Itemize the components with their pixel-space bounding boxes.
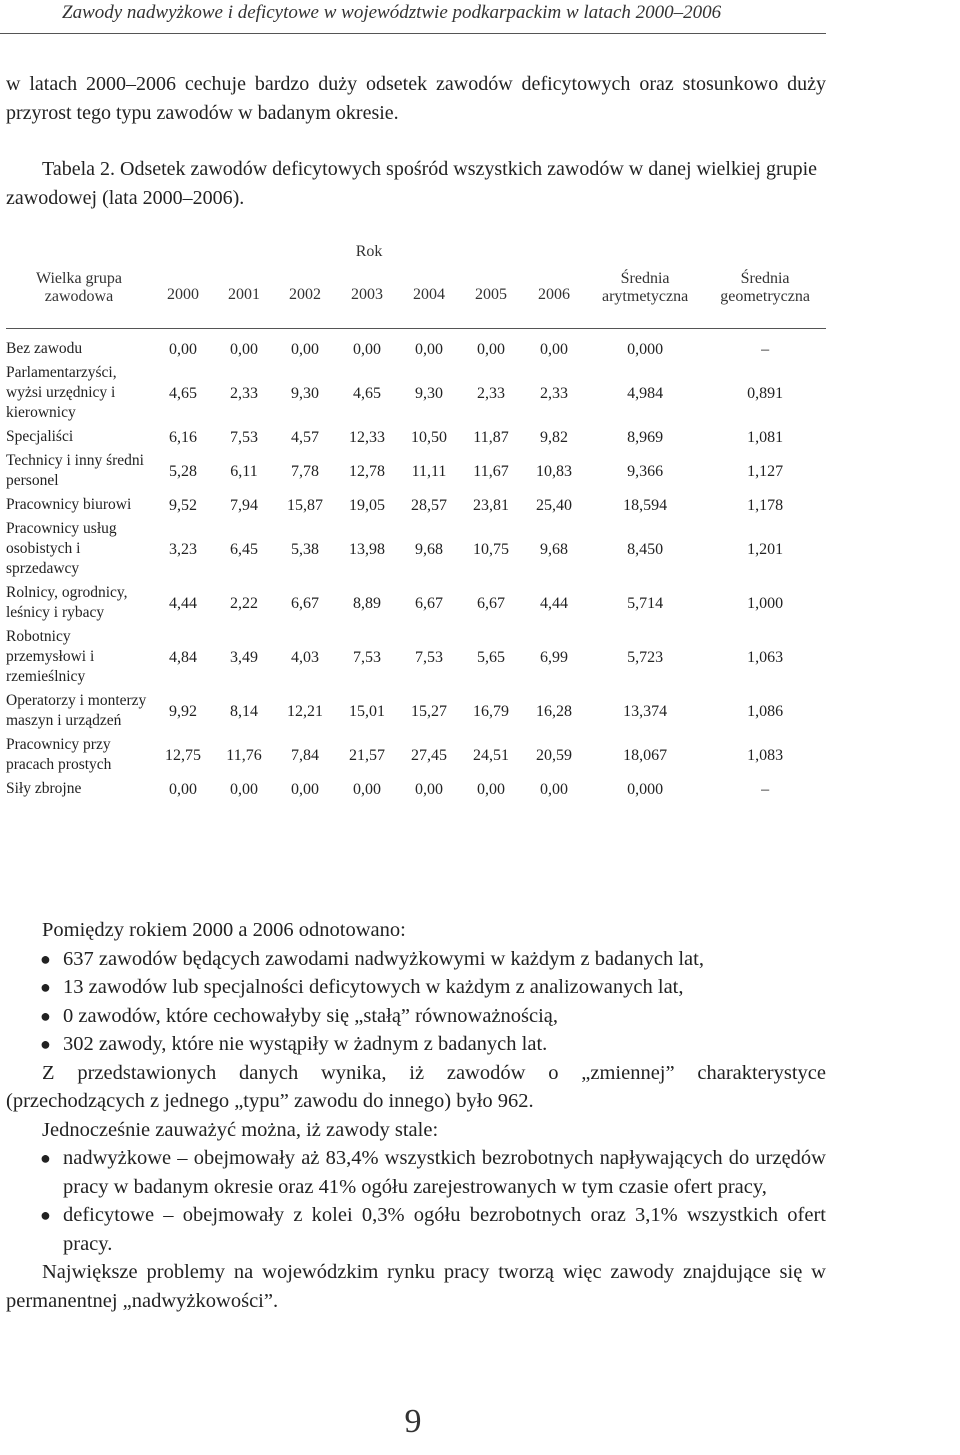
- geom-mean-cell: 1,178: [747, 496, 784, 514]
- year-value-cell: 15,87: [287, 496, 323, 514]
- table-row: [6, 689, 826, 733]
- list-item: ● nadwyżkowe – obejmowały aż 83,4% wszystkich bezrobotnych napływających do urzędów pracy w badanym okresie oraz 41% ogółu zarejestrowanych w tym czasie ofert pracy,: [6, 1144, 826, 1201]
- year-value-cell: 9,82: [540, 428, 569, 446]
- year-value-cell: 7,53: [230, 428, 258, 446]
- table-row: [6, 517, 826, 581]
- arith-mean-cell: 0,000: [627, 340, 664, 358]
- year-value-cell: 15,27: [411, 702, 447, 720]
- year-value-cell: 0,00: [477, 340, 505, 358]
- year-value-cell: 2,33: [230, 384, 258, 402]
- year-value-cell: 6,67: [291, 594, 319, 612]
- year-value-cell: 0,00: [291, 340, 319, 358]
- year-value-cell: 7,53: [353, 648, 381, 666]
- year-value-cell: 12,21: [287, 702, 323, 720]
- intro-paragraph: w latach 2000–2006 cechuje bardzo duży odsetek zawodów deficytowych oraz stosunkowo duży przyrost tego typu zawodów w badanym okresie.: [6, 73, 826, 124]
- paragraph: Z przedstawionych danych wynika, iż zawodów o „zmiennej” charakterystyce (przechodzących z jednego „typu” zawodu do innego) było 962.: [6, 1061, 826, 1112]
- year-value-cell: 28,57: [411, 496, 447, 514]
- arith-mean-cell: 5,714: [627, 594, 664, 612]
- year-value-cell: 4,57: [291, 428, 319, 446]
- bullet-icon: ●: [40, 1148, 51, 1168]
- group-column-header: Wielka grupa zawodowa: [6, 270, 152, 329]
- table-row: [6, 329, 826, 362]
- year-value-cell: 5,65: [477, 648, 505, 666]
- geom-mean-header: Średnia geometryczna: [704, 270, 826, 329]
- year-header: 2002: [274, 270, 336, 329]
- arith-mean-cell: 18,067: [623, 746, 668, 764]
- year-value-cell: 0,00: [353, 340, 381, 358]
- year-header: 2000: [152, 270, 214, 329]
- group-name-cell: Rolnicy, ogrodnicy, leśnicy i rybacy: [6, 584, 128, 621]
- year-value-cell: 6,67: [415, 594, 443, 612]
- geom-mean-cell: 1,000: [747, 594, 784, 612]
- year-value-cell: 3,23: [169, 540, 197, 558]
- year-header: 2006: [522, 270, 586, 329]
- year-header: 2004: [398, 270, 460, 329]
- year-value-cell: 25,40: [536, 496, 573, 514]
- group-name-cell: Bez zawodu: [6, 340, 83, 357]
- year-value-cell: 12,75: [165, 746, 201, 764]
- group-name-cell: Pracownicy biurowi: [6, 496, 132, 513]
- year-value-cell: 4,44: [169, 594, 197, 612]
- body-text: [6, 916, 826, 1315]
- year-value-cell: 4,44: [540, 594, 569, 612]
- geom-mean-cell: 1,083: [747, 746, 784, 764]
- group-name-cell: Siły zbrojne: [6, 780, 82, 797]
- group-name-cell: Pracownicy usług osobistych i sprzedawcy: [6, 520, 117, 577]
- table-row: [6, 361, 826, 425]
- geom-mean-cell: –: [761, 780, 770, 798]
- year-value-cell: 2,22: [230, 594, 258, 612]
- group-name-cell: Specjaliści: [6, 428, 74, 445]
- year-value-cell: 23,81: [473, 496, 509, 514]
- year-value-cell: 0,00: [540, 780, 569, 798]
- year-value-cell: 13,98: [349, 540, 385, 558]
- year-value-cell: 6,11: [230, 462, 258, 480]
- table-row: [6, 425, 826, 449]
- year-value-cell: 9,52: [169, 496, 197, 514]
- running-head: Zawody nadwyżkowe i deficytowe w województwie podkarpackim w latach 2000–2006: [62, 2, 722, 23]
- group-name-cell: Robotnicy przemysłowi i rzemieślnicy: [6, 628, 95, 685]
- arith-mean-cell: 18,594: [623, 496, 668, 514]
- year-group-header: Rok: [355, 243, 383, 260]
- year-value-cell: 6,67: [477, 594, 505, 612]
- year-value-cell: 9,30: [415, 384, 443, 402]
- paragraph: Pomiędzy rokiem 2000 a 2006 odnotowano:: [42, 919, 406, 941]
- year-value-cell: 9,68: [540, 540, 569, 558]
- arith-mean-cell: 4,984: [627, 384, 664, 402]
- list-item: ● 0 zawodów, które cechowałyby się „stałą” równoważnością,: [6, 1002, 826, 1031]
- year-value-cell: 2,33: [540, 384, 569, 402]
- list-item: ● deficytowe – obejmowały z kolei 0,3% ogółu bezrobotnych oraz 3,1% wszystkich ofert pracy.: [6, 1201, 826, 1258]
- year-value-cell: 4,65: [169, 384, 197, 402]
- year-value-cell: 2,33: [477, 384, 505, 402]
- year-header: 2001: [214, 270, 274, 329]
- year-value-cell: 0,00: [540, 340, 569, 358]
- year-value-cell: 9,30: [291, 384, 319, 402]
- geom-mean-cell: –: [761, 340, 770, 358]
- year-value-cell: 7,84: [291, 746, 319, 764]
- bullet-list: [6, 1144, 826, 1258]
- header-rule: [0, 33, 826, 34]
- year-header: 2003: [336, 270, 398, 329]
- year-value-cell: 0,00: [415, 340, 443, 358]
- table-row: [6, 449, 826, 493]
- table-row: [6, 625, 826, 689]
- year-value-cell: 19,05: [349, 496, 385, 514]
- arith-mean-cell: 5,723: [627, 648, 664, 666]
- year-value-cell: 16,28: [536, 702, 573, 720]
- year-value-cell: 15,01: [349, 702, 385, 720]
- year-value-cell: 6,45: [230, 540, 258, 558]
- arith-mean-cell: 9,366: [627, 462, 664, 480]
- year-value-cell: 0,00: [477, 780, 505, 798]
- bullet-list: [6, 945, 826, 1059]
- year-value-cell: 16,79: [473, 702, 509, 720]
- table-row: [6, 493, 826, 517]
- bullet-icon: ●: [40, 977, 51, 997]
- year-value-cell: 6,16: [169, 428, 197, 446]
- bullet-icon: ●: [40, 1034, 51, 1054]
- paragraph: Największe problemy na wojewódzkim rynku pracy tworzą więc zawody znajdujące się w permanentnej „nadwyżkowości”.: [6, 1261, 826, 1312]
- table-container: [6, 234, 826, 801]
- year-value-cell: 0,00: [230, 340, 258, 358]
- year-value-cell: 6,99: [540, 648, 569, 666]
- year-value-cell: 12,78: [349, 462, 385, 480]
- year-value-cell: 4,84: [169, 648, 197, 666]
- geom-mean-cell: 0,891: [747, 384, 784, 402]
- year-value-cell: 8,14: [230, 702, 258, 720]
- year-value-cell: 24,51: [473, 746, 509, 764]
- group-name-cell: Technicy i inny średni personel: [6, 452, 144, 489]
- bullet-icon: ●: [40, 948, 51, 969]
- year-value-cell: 0,00: [353, 780, 381, 798]
- year-value-cell: 11,87: [473, 428, 509, 446]
- year-value-cell: 5,28: [169, 462, 197, 480]
- year-value-cell: 7,94: [230, 496, 258, 514]
- geom-mean-cell: 1,201: [747, 540, 784, 558]
- table-row: [6, 733, 826, 777]
- year-value-cell: 0,00: [169, 340, 197, 358]
- year-value-cell: 11,76: [226, 746, 262, 764]
- bullet-icon: ●: [40, 1005, 51, 1026]
- year-value-cell: 9,68: [415, 540, 443, 558]
- year-value-cell: 8,89: [353, 594, 381, 612]
- year-value-cell: 7,78: [291, 462, 319, 480]
- group-name-cell: Pracownicy przy pracach prostych: [6, 736, 112, 773]
- year-value-cell: 27,45: [411, 746, 447, 764]
- year-value-cell: 20,59: [536, 746, 573, 764]
- geom-mean-cell: 1,127: [747, 462, 784, 480]
- year-value-cell: 3,49: [230, 648, 258, 666]
- year-value-cell: 10,75: [473, 540, 509, 558]
- paragraph: Jednocześnie zauważyć można, iż zawody stale:: [42, 1118, 439, 1141]
- arith-mean-cell: 0,000: [627, 780, 664, 798]
- year-value-cell: 10,50: [411, 428, 447, 446]
- year-value-cell: 11,11: [411, 462, 447, 480]
- page-number: 9: [404, 1403, 422, 1440]
- arith-mean-cell: 8,450: [627, 540, 664, 558]
- geom-mean-cell: 1,081: [747, 428, 784, 446]
- table-row: [6, 777, 826, 801]
- year-value-cell: 0,00: [169, 780, 197, 798]
- arith-mean-cell: 8,969: [627, 428, 664, 446]
- deficit-occupations-table: [6, 234, 826, 801]
- year-value-cell: 4,03: [291, 648, 319, 666]
- group-name-cell: Parlamentarzyści, wyżsi urzędnicy i kierownicy: [6, 364, 117, 421]
- list-item: ● 13 zawodów lub specjalności deficytowych w każdym z analizowanych lat,: [6, 973, 826, 1002]
- year-value-cell: 7,53: [415, 648, 443, 666]
- table-row: [6, 581, 826, 625]
- year-value-cell: 0,00: [230, 780, 258, 798]
- group-name-cell: Operatorzy i monterzy maszyn i urządzeń: [6, 692, 147, 729]
- year-value-cell: 21,57: [349, 746, 385, 764]
- geom-mean-cell: 1,063: [747, 648, 784, 666]
- year-header: 2005: [460, 270, 522, 329]
- geom-mean-cell: 1,086: [747, 702, 784, 720]
- year-value-cell: 4,65: [353, 384, 381, 402]
- year-value-cell: 11,67: [473, 462, 509, 480]
- year-value-cell: 5,38: [291, 540, 319, 558]
- year-value-cell: 12,33: [349, 428, 385, 446]
- list-item: ● 637 zawodów będących zawodami nadwyżkowymi w każdym z badanych lat,: [6, 945, 826, 974]
- arith-mean-header: Średnia arytmetyczna: [586, 270, 704, 329]
- arith-mean-cell: 13,374: [623, 702, 668, 720]
- year-value-cell: 0,00: [415, 780, 443, 798]
- year-value-cell: 9,92: [169, 702, 197, 720]
- list-item: ● 302 zawody, które nie wystąpiły w żadnym z badanych lat.: [6, 1030, 826, 1059]
- table-caption: Tabela 2. Odsetek zawodów deficytowych spośród wszystkich zawodów w danej wielkiej grupie zawodowej (lata 2000–2006).: [6, 158, 818, 209]
- year-value-cell: 0,00: [291, 780, 319, 798]
- bullet-icon: ●: [40, 1205, 51, 1225]
- year-value-cell: 10,83: [536, 462, 573, 480]
